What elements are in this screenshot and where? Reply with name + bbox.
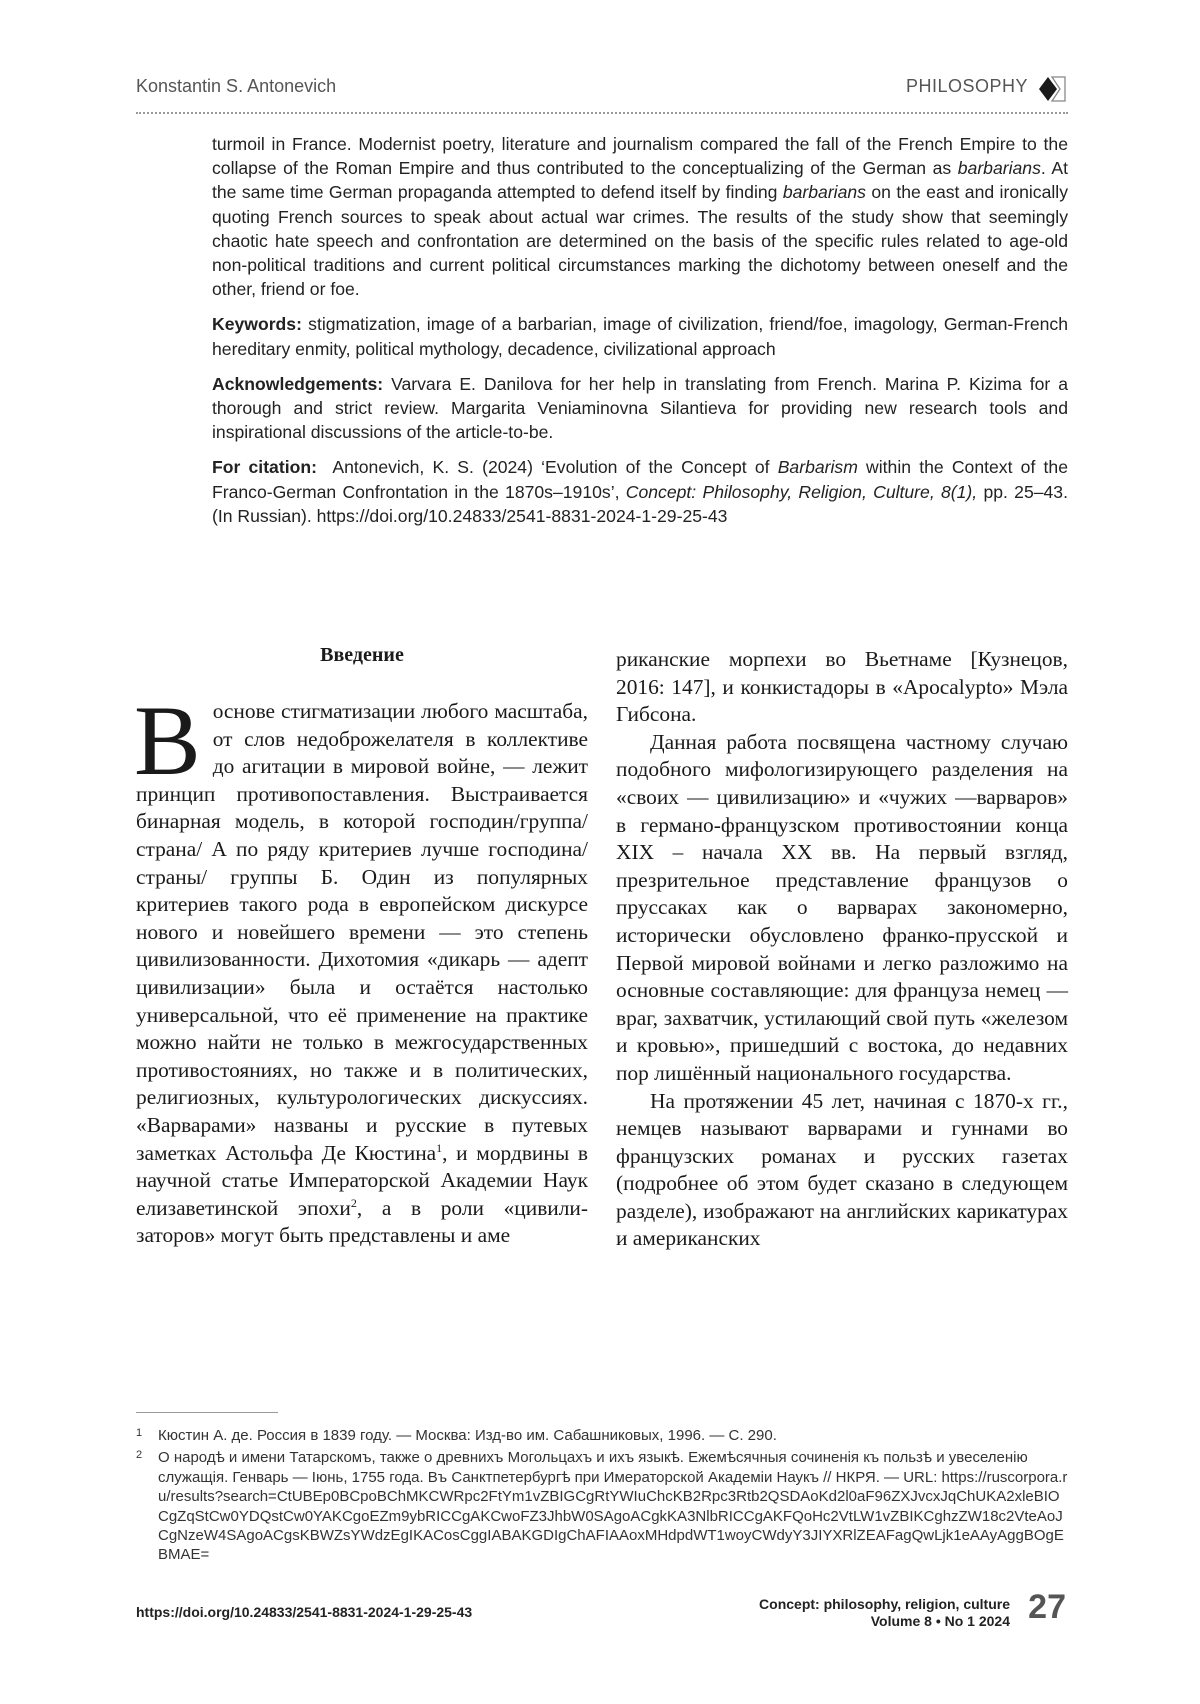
footer-journal-title: Concept: philosophy, religion, culture [759, 1596, 1010, 1612]
drop-cap: В [134, 685, 201, 796]
citation-label: For citation: [212, 457, 317, 478]
footnote-divider [136, 1412, 278, 1413]
footnote-text: Кюстин А. де. Россия в 1839 году. — Москва: Изд-во им. Сабашниковых, 1996. — С. 290. [158, 1427, 777, 1444]
footnote-ref-2[interactable]: 2 [350, 1195, 357, 1210]
running-header-author: Konstantin S. Antonevich [136, 76, 337, 96]
acknowledgements-text: Varvara E. Danilova for her help in translating from French. Marina P. Kizima for a thorough and strict review. Margarita Veniaminovna Silantieva for providing new research tools and inspirational discussions of the article-to-be. [212, 373, 1069, 443]
footnote-number: 1 [136, 1427, 143, 1439]
body-paragraph: На протяжении 45 лет, начиная с 1870-х гг., немцев называют варварами и гуннами во французских романах и русских газетах (подробнее об этом будет сказано в следующем разделе), изображают на английских карикатурах и американских [616, 1088, 1068, 1251]
footnote-url-link[interactable]: https://ruscorpora.ru/results?search=CtUBEp0BCpoBChMKCWRpc2FtYm1vZBIGCgRtYWIuChcKB2Rpc3Rtb2QSDAoKd2l0aF96ZXJvcxJqChUKA2xleBIOCgZqStCw0YDQstCw0YAKCgoEZm9ybRICCgAKCwoFZ3JhbW0SAgoACgkKA3NlbRICCgAKFQoHc2VtLW1vZBIKCghzZW18c2VteAoJCgNzeW4SAgoACgsKBWZsYWdzEgIKACosCggIABAKGDIgChAFIAAoxMHdpdWT1woyCWdyY3JIYXRlZEAFagQwLjk1eAAyAggBOgEBMAE= [158, 1468, 1068, 1564]
body-paragraph: риканские морпехи во Вьетнаме [Кузнецов, 2016: 147], и конкистадоры в «Apocalypto» Мэла Гибсона. [616, 647, 1068, 727]
footnote-2 [136, 1448, 1068, 1564]
body-paragraph: Воснове стигматизации любого масштаба, от слов недоброжелателя в коллективе до агитации в мировой войне, — лежит принцип противопоставления. Выстраивается бинарная модель, в которой господин/группа/страна/ А по ряду критериев лучше господина/страны/ группы Б. Один из популярных критериев такого рода в европейском дискурсе нового и новейшего времени — это степень цивилизованности. Дихотомия «дикарь — адепт цивилизации» была и остаётся настолько универсальной, что её применение на практике можно найти не только в межгосударственных противостояниях, но также и в политических, религиозных, культурологических дискуссиях. «Варварами» названы и русские в путевых заметках Астольфа Де Кюстина$^1$, и мордвины в научной статье Императорской Академии Наук елизаветинской эпохи$^2$, а в роли «цивилизаторов» могут быть представлены и аме [134, 685, 588, 1248]
running-header-section: PHILOSOPHY [905, 76, 1028, 96]
keywords [212, 312, 1068, 360]
acknowledgements-label: Acknowledgements: [212, 373, 384, 394]
footnote-number: 2 [136, 1449, 143, 1462]
body-column-right [616, 646, 1068, 1253]
header-divider [136, 112, 1068, 114]
footnote-ref-1[interactable]: 1 [436, 1140, 443, 1155]
running-header [136, 76, 1068, 116]
abstract-block [212, 132, 1068, 539]
body-column-left [134, 685, 588, 1250]
keywords-text: stigmatization, image of a barbarian, image of civilization, friend/foe, imagology, German-French hereditary enmity, political mythology, decadence, civilizational approach [212, 314, 1069, 359]
footnote-1 [136, 1426, 1068, 1445]
footer-journal-info [759, 1596, 1010, 1630]
footnotes [136, 1426, 1068, 1568]
citation: For citation: Antonevich, K. S. (2024) ‘Evolution of the Concept of Barbarism within the Context of the Franco-German Confrontation in the 1870s–1910s’, Concept: Philosophy, Religion, Culture, 8(1), pp. 25–43. (In Russian). https://doi.org/10.24833/2541-8831-2024-1-29-25-43 [212, 457, 1068, 526]
body-paragraph: Данная работа посвящена частному случаю подобного мифологизирующего разделения на «своих — цивилизацию» и «чужих —варваров» в германо-французском противостоянии конца XIX – начала XX вв. На первый взгляд, презрительное представление французов о пруссаках как о варварах закономерно, исторически обусловлено франко-прусской и Первой мировой войнами и легко разложимо на основные составляющие: для француза немец — враг, захватчик, устилающий свой путь «железом и кровью», пришедший с востока, до недавних пор лишённый национального государства. [616, 729, 1068, 1085]
keywords-label: Keywords: [212, 314, 302, 335]
footer-volume: Volume 8 • No 1 2024 [870, 1613, 1010, 1629]
footer-doi-link[interactable]: https://doi.org/10.24833/2541-8831-2024-1-29-25-43 [136, 1604, 473, 1620]
footnote-text: О народѣ и имени Татарскомъ, также о древнихъ Могольцахъ и ихъ языкѣ. Ежемѣсячныя сочиненія къ пользѣ и увеселенію служащія. Генварь — Іюнь, 1755 года. Въ Санктпетербургѣ при Имераторской Академіи Наукъ // НКРЯ. — URL: [158, 1449, 1028, 1486]
section-heading: Введение [320, 644, 404, 666]
acknowledgements [212, 372, 1068, 445]
abstract-continuation: turmoil in France. Modernist poetry, literature and journalism compared the fall of the French Empire to the collapse of the Roman Empire and thus contributed to the conceptualizing of the German as barbarians. At the same time German propaganda attempted to defend itself by finding barbarians on the east and ironically quoting French sources to speak about actual war crimes. The results of the study show that seemingly chaotic hate speech and confrontation are determined on the basis of the specific rules related to age-old non-political traditions and current political circumstances marking the dichotomy between oneself and the other, friend or foe. [212, 134, 1068, 300]
page-number: 27 [1028, 1588, 1066, 1626]
diamond-logo-icon [1038, 76, 1068, 107]
